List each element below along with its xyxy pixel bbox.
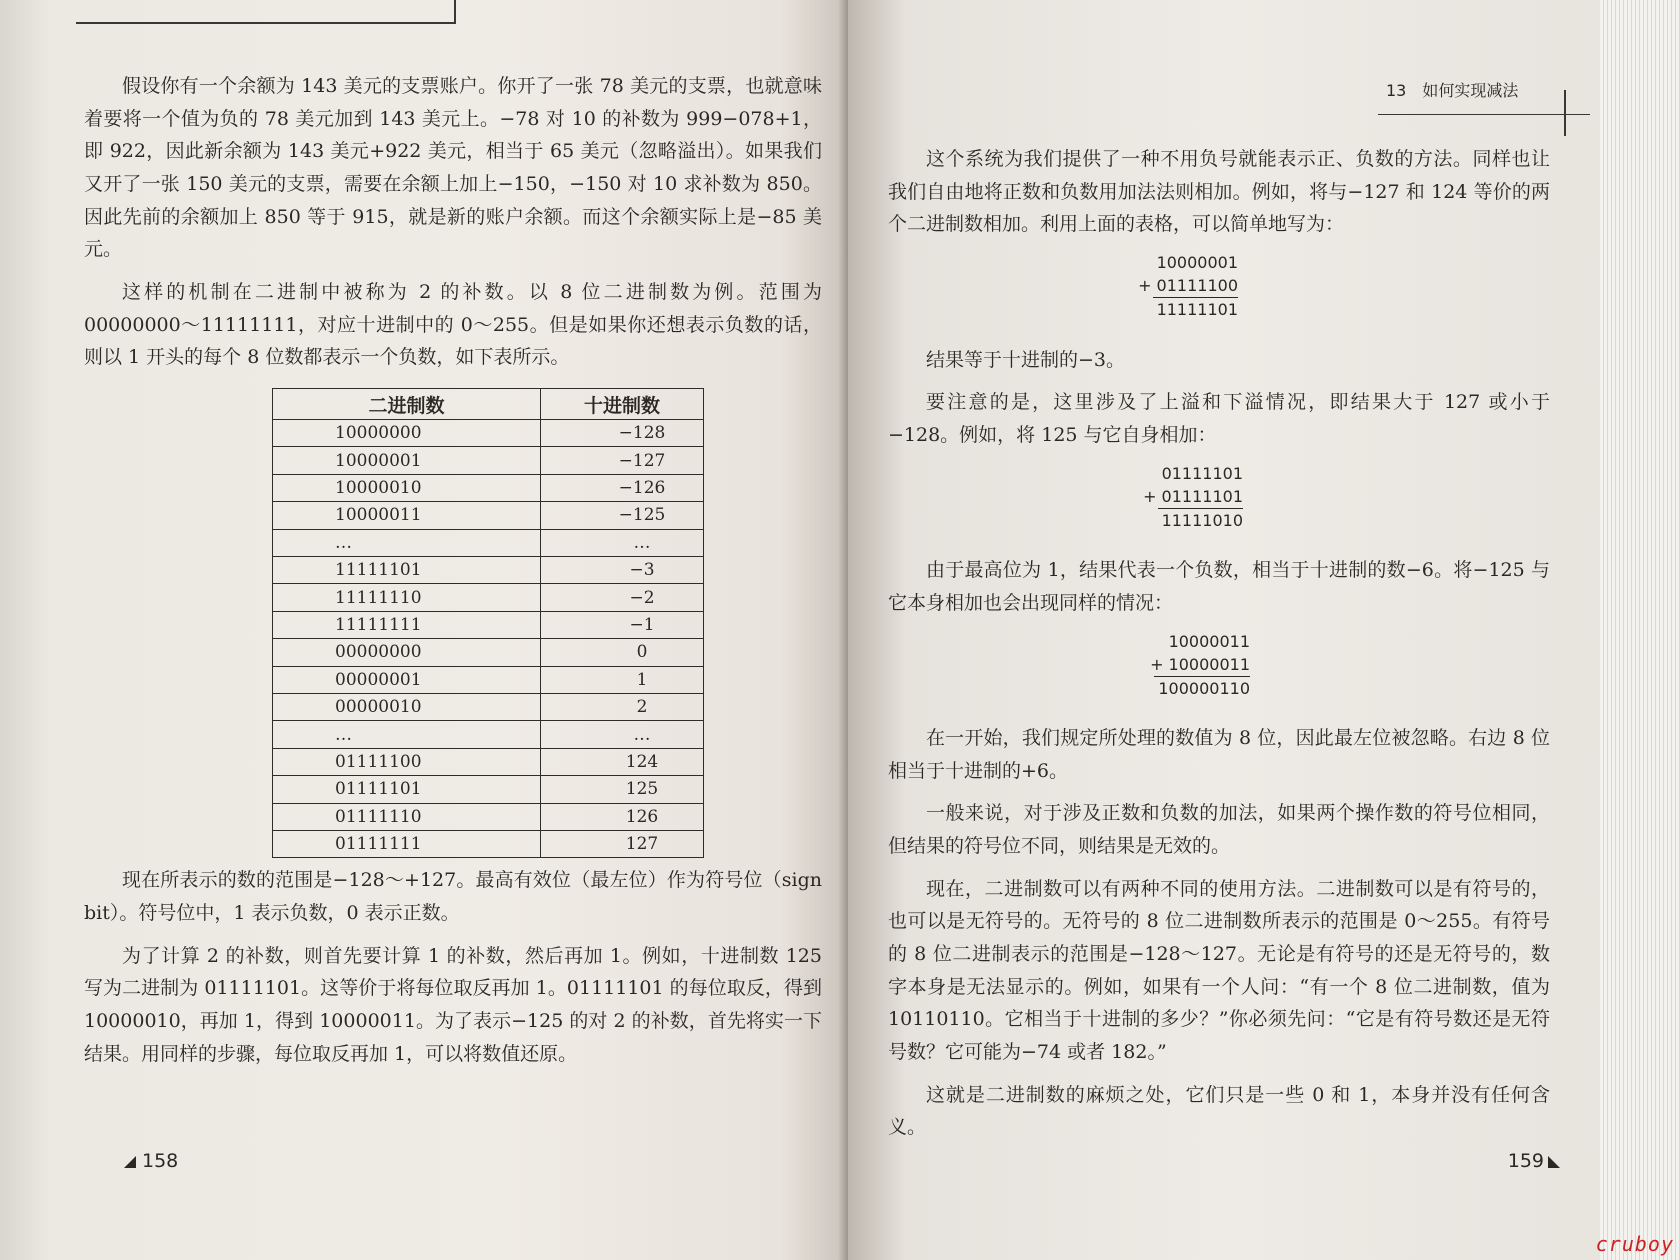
decimal-cell: −1 bbox=[541, 611, 704, 638]
binary-addition-3: 10000011 + 10000011 100000110 bbox=[1150, 630, 1250, 701]
binary-addition-1: 10000001 + 01111100 11111101 bbox=[1138, 251, 1238, 322]
table-row bbox=[273, 420, 704, 447]
binary-cell: 10000000 bbox=[273, 420, 541, 447]
table-row bbox=[273, 557, 704, 584]
table-row bbox=[273, 748, 704, 775]
table-row bbox=[273, 639, 704, 666]
decimal-cell: −125 bbox=[541, 502, 704, 529]
page-number-right: 159 bbox=[1508, 1150, 1560, 1172]
decimal-cell: −3 bbox=[541, 557, 704, 584]
binary-cell: … bbox=[273, 529, 541, 556]
paragraph-ones-complement: 为了计算 2 的补数，则首先要计算 1 的补数，然后再加 1。例如，十进制数 125 写为二进制为 01111101。这等价于将每位取反再加 1。01111101 的每位取反，得到 10000010，再加 1，得到 10000011。为了表示−125 的对 2 的补数，首先将实一下结果。用同样的步骤，每位取反再加 1，可以将数值还原。 bbox=[84, 944, 822, 1065]
table-row bbox=[273, 666, 704, 693]
binary-cell: 11111111 bbox=[273, 611, 541, 638]
table-header-binary: 二进制数 bbox=[273, 389, 541, 420]
binary-cell: 01111110 bbox=[273, 803, 541, 830]
table-row bbox=[273, 721, 704, 748]
paragraph-trouble: 这就是二进制数的麻烦之处，它们只是一些 0 和 1，本身并没有任何含义。 bbox=[888, 1083, 1550, 1139]
page-number-left: 158 bbox=[124, 1150, 178, 1172]
table-row bbox=[273, 502, 704, 529]
decimal-cell: 125 bbox=[541, 776, 704, 803]
paragraph-system-intro: 这个系统为我们提供了一种不用负号就能表示正、负数的方法。同样也让我们自由地将正数和负数用加法法则相加。例如，将与−127 和 124 等价的两个二进制数相加。利用上面的表格，可以简单地写为： bbox=[888, 148, 1550, 236]
running-head: 13 如何实现减法 bbox=[1378, 70, 1590, 115]
decimal-cell: −126 bbox=[541, 474, 704, 501]
paragraph-overflow: 要注意的是，这里涉及了上溢和下溢情况，即结果大于 127 或小于−128。例如，将 125 与它自身相加： bbox=[888, 391, 1550, 446]
paragraph-negative-result: 由于最高位为 1，结果代表一个负数，相当于十进制的数−6。将−125 与它本身相加也会出现同样的情况： bbox=[888, 559, 1550, 614]
table-row bbox=[273, 529, 704, 556]
binary-cell: 00000000 bbox=[273, 639, 541, 666]
paragraph-range-sign-bit: 现在所表示的数的范围是−128～+127。最高有效位（最左位）作为符号位（sign bit）。符号位中，1 表示负数，0 表示正数。 bbox=[84, 869, 822, 924]
table-row bbox=[273, 693, 704, 720]
decimal-cell: −2 bbox=[541, 584, 704, 611]
binary-cell: 10000001 bbox=[273, 447, 541, 474]
binary-cell: … bbox=[273, 721, 541, 748]
table-header-decimal: 十进制数 bbox=[541, 389, 704, 420]
decimal-cell: 127 bbox=[541, 830, 704, 857]
decimal-cell: 126 bbox=[541, 803, 704, 830]
binary-cell: 01111111 bbox=[273, 830, 541, 857]
decimal-cell: 0 bbox=[541, 639, 704, 666]
decimal-cell: 2 bbox=[541, 693, 704, 720]
decimal-cell: −127 bbox=[541, 447, 704, 474]
table-row bbox=[273, 830, 704, 857]
table-row bbox=[273, 584, 704, 611]
decimal-cell: −128 bbox=[541, 420, 704, 447]
paragraph-leftmost-ignored: 在一开始，我们规定所处理的数值为 8 位，因此最左位被忽略。右边 8 位相当于十进制的+6。 bbox=[888, 727, 1550, 782]
binary-cell: 01111100 bbox=[273, 748, 541, 775]
paragraph-twos-complement: 这样的机制在二进制中被称为 2 的补数。以 8 位二进制数为例。范围为 00000000～11111111，对应十进制中的 0～255。但是如果你还想表示负数的话，则以 1 开头的每个 8 位数都表示一个负数，如下表所示。 bbox=[84, 281, 822, 369]
decimal-cell: … bbox=[541, 529, 704, 556]
table-row bbox=[273, 447, 704, 474]
binary-cell: 01111101 bbox=[273, 776, 541, 803]
paragraph-invalid-result: 一般来说，对于涉及正数和负数的加法，如果两个操作数的符号位相同，但结果的符号位不同，则结果是无效的。 bbox=[888, 802, 1550, 858]
decimal-cell: 1 bbox=[541, 666, 704, 693]
binary-decimal-table bbox=[272, 388, 822, 858]
right-page bbox=[848, 0, 1680, 1260]
binary-cell: 10000011 bbox=[273, 502, 541, 529]
decimal-cell: … bbox=[541, 721, 704, 748]
decimal-cell: 124 bbox=[541, 748, 704, 775]
binary-cell: 11111110 bbox=[273, 584, 541, 611]
table-row bbox=[273, 776, 704, 803]
header-rule bbox=[76, 0, 456, 24]
folio-triangle-icon bbox=[124, 1156, 136, 1168]
binary-cell: 10000010 bbox=[273, 474, 541, 501]
paragraph-result-minus3: 结果等于十进制的−3。 bbox=[926, 348, 1126, 371]
folio-triangle-icon bbox=[1548, 1156, 1560, 1168]
binary-cell: 00000001 bbox=[273, 666, 541, 693]
page-edge-stack bbox=[1600, 0, 1680, 1260]
watermark-text: cruboy bbox=[1595, 1232, 1674, 1256]
paragraph-checking-account: 假设你有一个余额为 143 美元的支票账户。你开了一张 78 美元的支票，也就意味着要将一个值为负的 78 美元加到 143 美元上。−78 对 10 的补数为 999−078+1，即 922，因此新余额为 143 美元+922 美元，相当于 65 美元（忽略溢出）。如果我们又开了一张 150 美元的支票，需要在余额上加上−150，−150 对 10 求补数为 850。因此先前的余额加上 850 等于 915，就是新的账户余额。而这个余额实际上是−85 美元。 bbox=[84, 75, 822, 261]
paragraph-signed-unsigned: 现在，二进制数可以有两种不同的使用方法。二进制数可以是有符号的，也可以是无符号的。无符号的 8 位二进制数所表示的范围是 0～255。有符号的 8 位二进制表示的范围是−128～127。无论是有符号的还是无符号的，数字本身是无法显示的。例如，如果有一个人问：“有一个 8 位二进制数，值为 10110110。它相当于十进制的多少？”你必须先问：“它是有符号数还是无符号数？它可能为−74 或者 182。” bbox=[888, 877, 1550, 1064]
table-row bbox=[273, 803, 704, 830]
binary-cell: 00000010 bbox=[273, 693, 541, 720]
binary-addition-2: 01111101 + 01111101 11111010 bbox=[1143, 462, 1243, 533]
table-row bbox=[273, 474, 704, 501]
binary-cell: 11111101 bbox=[273, 557, 541, 584]
table-row bbox=[273, 611, 704, 638]
